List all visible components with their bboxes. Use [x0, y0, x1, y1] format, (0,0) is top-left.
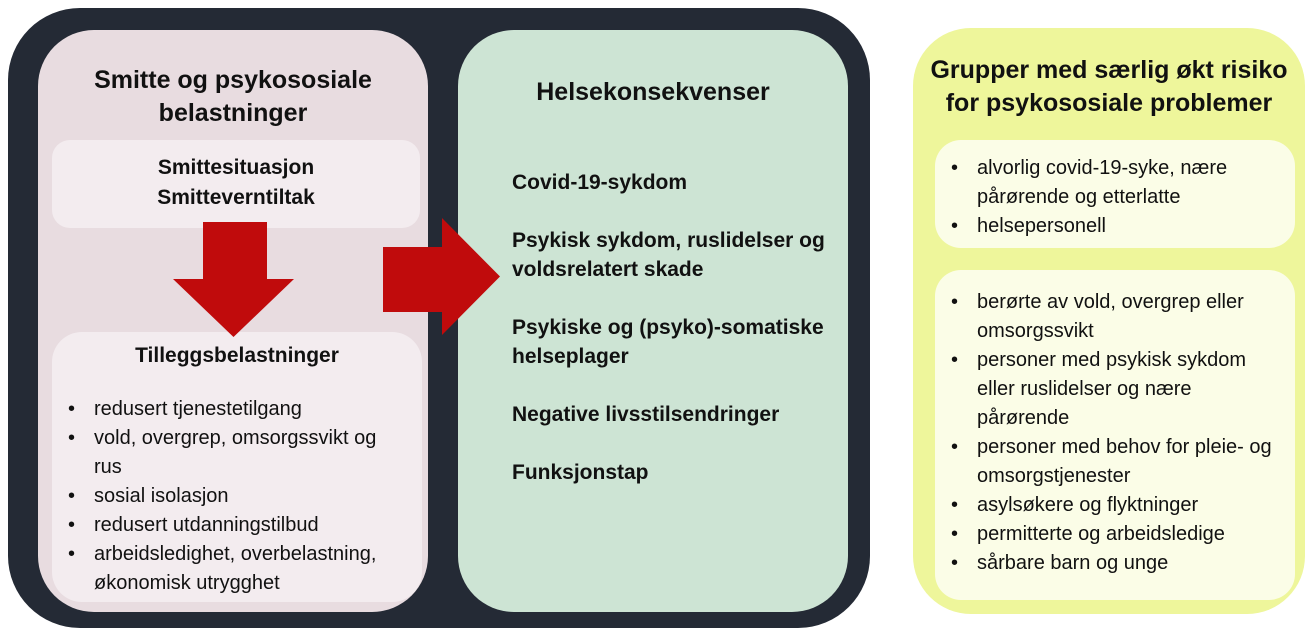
risk-group-list-2: [935, 288, 1295, 578]
list-item: Covid-19-sykdom: [512, 171, 688, 194]
health-consequences-list: [512, 168, 834, 516]
panel-infection-title: Smitte og psykososiale belastninger: [94, 66, 372, 127]
list-item: • personer med behov for pleie- og omsorgstjenester: [935, 433, 1295, 491]
additional-burdens-list: [52, 395, 422, 598]
arrow-down-icon: [173, 222, 294, 337]
list-item: • helsepersonell: [935, 212, 1295, 241]
list-item: Psykisk sykdom, ruslidelser og voldsrelatert skade: [512, 229, 825, 281]
situation-line-1: Smittesituasjon: [157, 156, 315, 179]
health-consequences-title: Helsekonsekvenser: [536, 78, 770, 106]
additional-burdens-box: [52, 332, 422, 602]
list-item: Psykiske og (psyko)-somatiske helseplager: [512, 316, 824, 368]
list-item: Negative livsstilsendringer: [512, 403, 780, 426]
risk-group-box-2: [935, 270, 1295, 600]
list-item: • alvorlig covid-19-syke, nære pårørende og etterlatte: [935, 154, 1295, 212]
risk-groups-title: Grupper med særlig økt risiko for psykososiale problemer: [930, 56, 1288, 117]
list-item: • asylsøkere og flyktninger: [935, 491, 1295, 520]
list-item: • sosial isolasjon: [52, 482, 422, 511]
infection-situation-box: [52, 140, 420, 228]
panel-health-consequences: [458, 30, 848, 612]
list-item: • redusert tjenestetilgang: [52, 395, 422, 424]
additional-burdens-title: Tilleggsbelastninger: [135, 344, 339, 367]
risk-group-list-1: [935, 154, 1295, 241]
list-item: • sårbare barn og unge: [935, 549, 1295, 578]
risk-group-box-1: [935, 140, 1295, 248]
panel-risk-groups: [913, 28, 1305, 614]
list-item: • permitterte og arbeidsledige: [935, 520, 1295, 549]
situation-line-2: Smitteverntiltak: [157, 186, 315, 209]
list-item: • redusert utdanningstilbud: [52, 511, 422, 540]
list-item: • personer med psykisk sykdom eller ruslidelser og nære pårørende: [935, 346, 1295, 433]
arrow-right-icon: [383, 218, 500, 335]
list-item: • berørte av vold, overgrep eller omsorgssvikt: [935, 288, 1295, 346]
list-item: • vold, overgrep, omsorgssvikt og rus: [52, 424, 422, 482]
list-item: Funksjonstap: [512, 461, 649, 484]
list-item: • arbeidsledighet, overbelastning, økonomisk utrygghet: [52, 540, 422, 598]
